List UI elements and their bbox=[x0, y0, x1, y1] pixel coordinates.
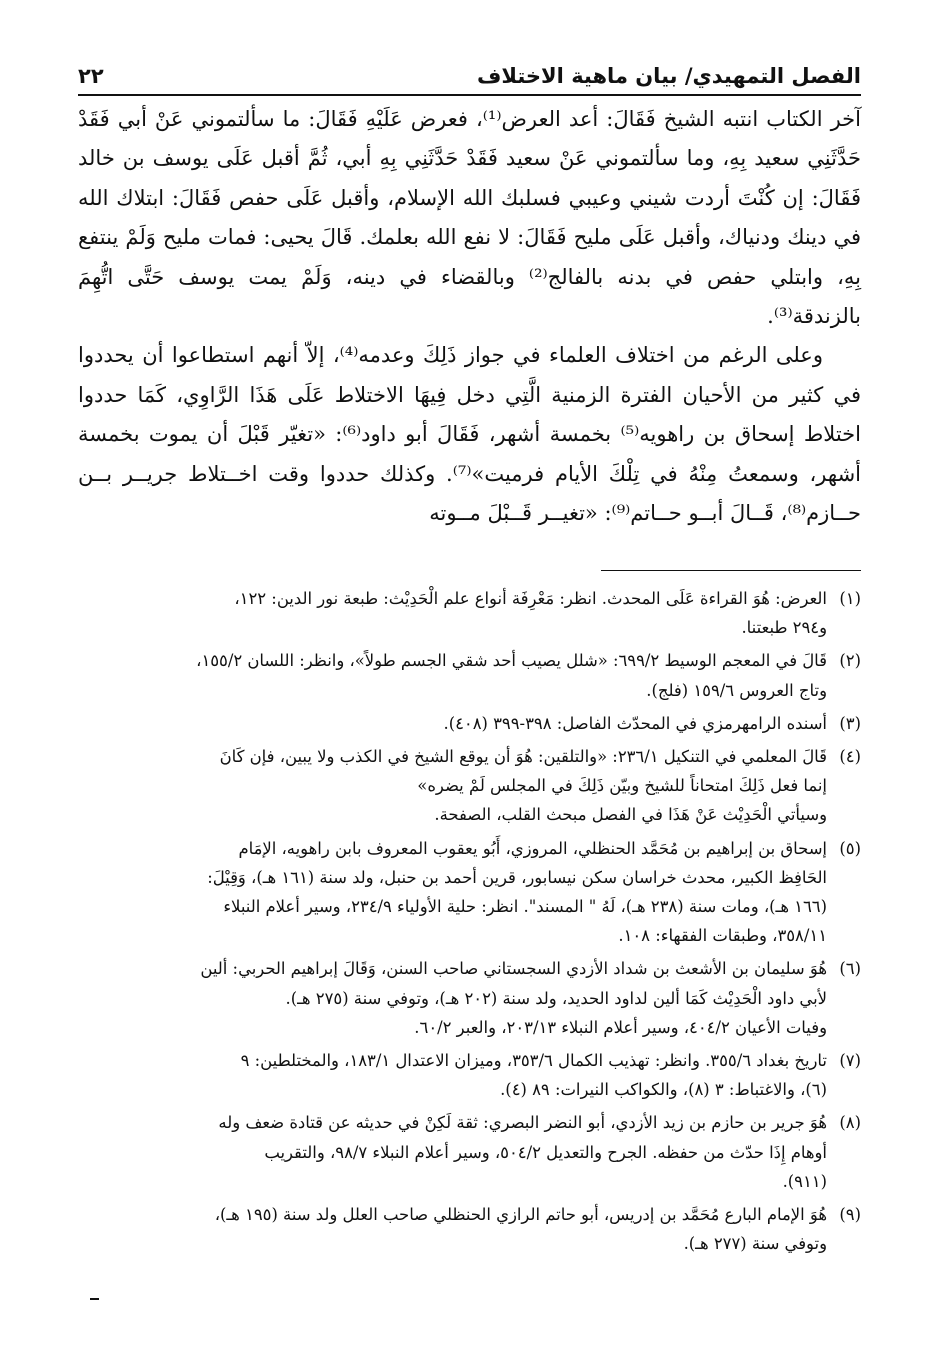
footnote-line: تاريخ بغداد ٣٥٥/٦. وانظر: تهذيب الكمال ٣٥٣/٦، وميزان الاعتدال ١٨٣/١، والمختلطين: ٩ bbox=[240, 1051, 827, 1071]
footnote-text bbox=[78, 834, 827, 951]
text-line: اخــتلاط جريــر بــن حــازم⁽⁸⁾، قَــالَ أبــو حــاتم⁽⁹⁾: «تغيــر قَــبْلَ مــوته bbox=[78, 461, 861, 526]
footnote-text bbox=[78, 1200, 827, 1258]
text-line: قَالَ يحيى: فمات مليح وَلَمْ ينتفع بِهِ، وابتلي حفص في بدنه بالفالج⁽²⁾ وبالقضاء في bbox=[78, 225, 861, 289]
footnote-3 bbox=[78, 709, 861, 738]
text-line: حفص فَقَالَ: ابتلاك الله في دينك ودنياك، وأقبل عَلَى مليح فَقَالَ: لا نفع الله بعلمك. bbox=[78, 185, 861, 250]
footnote-separator bbox=[601, 570, 861, 571]
footnote-line: إسحاق بن إبراهيم بن مُحَمَّد الحنظلي، المروزي، أَبُو يعقوب المعروف بابن راهويه، الإمَام bbox=[238, 838, 827, 858]
footnote-line: (٩١١). bbox=[782, 1171, 827, 1191]
footnote-text bbox=[78, 709, 827, 738]
footnote-line: أسنده الرامهرمزي في المحدّث الفاصل: ٣٩٨-٣٩٩ (٤٠٨). bbox=[443, 713, 827, 733]
text-line: آخر الكتاب انتبه الشيخ فَقَالَ: أعد العرض⁽¹⁾، فعرض عَلَيْهِ فَقَالَ: ما سألتموني عَنْ أبي bbox=[117, 107, 861, 131]
footnote-6 bbox=[78, 954, 861, 1042]
main-text bbox=[78, 100, 861, 533]
footnote-4 bbox=[78, 742, 861, 830]
footnote-text bbox=[78, 1046, 827, 1104]
footnote-line: (٦)، والاغتباط: ٣ (٨)، والكواكب النيرات: ٨٩ (٤). bbox=[500, 1080, 827, 1100]
footnote-1 bbox=[78, 584, 861, 642]
footnote-number: (٢) bbox=[839, 651, 861, 671]
footnote-line: إنما فعل ذَلِكَ امتحاناً للشيخ وبيّن ذَلِكَ في المجلس لَمْ يضره» bbox=[417, 776, 827, 796]
chapter-title: الفصل التمهيدي/ بيان ماهية الاختلاف bbox=[477, 64, 861, 88]
footnote-text bbox=[78, 646, 827, 704]
page-number: ٢٢ bbox=[78, 64, 104, 88]
footnote-text bbox=[78, 1108, 827, 1196]
footnote-text bbox=[78, 742, 827, 830]
footnote-number: (٦) bbox=[839, 959, 861, 979]
footnote-line: وتاج العروس ١٥٩/٦ (فلج). bbox=[646, 680, 827, 700]
footnote-line: قَالَ المعلمي في التنكيل ٢٣٦/١: «والتلقين: هُوَ أن يوقع الشيخ في الكذب ولا يبين، فإن كَانَ bbox=[219, 747, 827, 767]
footnote-line: (١٦٦ هـ)، ومات سنة (٢٣٨ هـ)، لَهُ " المسند". انظر: حلية الأولياء ٢٣٤/٩، وسير أعلام النبلاء bbox=[223, 897, 827, 917]
footnote-9 bbox=[78, 1200, 861, 1258]
footnote-line: هُوَ جرير بن حازم بن زيد الأزدي، أبو النضر البصري: ثقة لَكِنْ في حديثه عن قتادة ضعف وله bbox=[218, 1113, 827, 1133]
footnote-number: (٤) bbox=[839, 747, 861, 767]
page-header bbox=[78, 58, 861, 96]
footnote-number: (١) bbox=[839, 589, 861, 608]
text-line: دينه، وَلَمْ يمت يوسف حَتَّى اتُّهِمَ بالزندقة⁽³⁾. bbox=[78, 264, 861, 329]
page-end-mark bbox=[90, 1298, 99, 1300]
footnote-line: هُوَ الإمام البارع مُحَمَّد بن إدريس، أبو حاتم الرازي الحنظلي صاحب العلل ولد سنة (١٩٥ هـ)، bbox=[214, 1205, 827, 1225]
footnote-number: (٣) bbox=[839, 713, 861, 733]
footnote-line: الحَافِظ الكبير، محدث خراسان سكن نيسابور، قرين أحمد بن حنبل، ولد سنة (١٦١ هـ)، وَقِيْلَ: bbox=[207, 867, 827, 887]
footnote-2 bbox=[78, 646, 861, 704]
text-line: يموت بخمسة أشهر، وسمعتُ مِنْهُ في تِلْكَ الأيام فرميت»⁽⁷⁾. وكذلك حددوا وقت bbox=[78, 422, 861, 486]
footnote-line: وتوفي سنة (٢٧٧ هـ). bbox=[683, 1234, 827, 1254]
footnote-5 bbox=[78, 834, 861, 951]
paragraph-1 bbox=[78, 100, 861, 336]
footnote-line: هُوَ سليمان بن الأشعث بن شداد الأزدي السجستاني صاحب السنن، وَقَالَ إبراهيم الحربي: ألين bbox=[200, 959, 827, 979]
footnote-line: و٢٩٤ طبعتنا. bbox=[741, 618, 827, 638]
footnote-line: وسيأتي الْحَدِيْث عَنْ هَذَا في الفصل مبحث القلب، الصفحة. bbox=[434, 805, 827, 825]
footnote-line: أوهام إِذَا حدّث من حفظه. الجرح والتعديل ٥٠٤/٢، وسير أعلام النبلاء ٩٨/٧، والتقريب bbox=[264, 1142, 827, 1162]
text-line: كَمَا حددوا اختلاط إسحاق بن راهويه⁽⁵⁾ بخمسة أشهر، فَقَالَ أبو داود⁽⁶⁾: «تغيّر قَبْلَ أن bbox=[78, 382, 861, 447]
paragraph-2 bbox=[78, 336, 861, 533]
footnote-text bbox=[78, 584, 827, 642]
footnote-number: (٧) bbox=[839, 1051, 861, 1071]
footnote-number: (٩) bbox=[839, 1205, 861, 1225]
footnote-8 bbox=[78, 1108, 861, 1196]
footnotes bbox=[78, 584, 861, 1262]
footnote-number: (٥) bbox=[839, 838, 861, 858]
footnote-line: لأبي داود الْحَدِيْث كَمَا ألين لداود الحديد، ولد سنة (٢٠٢ هـ)، وتوفي سنة (٢٧٥ هـ). bbox=[285, 988, 827, 1008]
footnote-line: ٣٥٨/١١، وطبقات الفقهاء: ١٠٨. bbox=[618, 926, 827, 946]
text-line: وعلى الرغم من اختلاف العلماء في جواز ذَلِكَ وعدمه⁽⁴⁾، إلاّ أنهم استطاعوا أن bbox=[142, 343, 823, 368]
footnote-text bbox=[78, 954, 827, 1042]
text-line: فَقَدْ حَدَّثَنِي سعيد بِهِ، وما سألتموني عَنْ سعيد فَقَدْ حَدَّثَنِي بِهِ أبي، ثُمَّ أقبل عَلَى bbox=[78, 107, 861, 171]
text-line: يوسف بن خالد فَقَالَ: إن كُنْتَ أردت شيني وعيبي فسلبك الله الإسلام، وأقبل عَلَى bbox=[78, 146, 861, 210]
footnote-line: العرض: هُوَ القراءة عَلَى المحدث. انظر: مَعْرِفَة أنواع علم الْحَدِيْث: طبعة نور الدين: ١٢٢، bbox=[234, 589, 827, 608]
text-line: يحددوا في كثير من الأحيان الفترة الزمنية الَّتِي دخل فِيهَا الاختلاط عَلَى هَذَا الرَّاوِي، bbox=[78, 343, 861, 407]
footnote-line: قَالَ في المعجم الوسيط ٦٩٩/٢: «شلل يصيب أحد شقي الجسم طولاً»، وانظر: اللسان ١٥٥/٢، bbox=[196, 651, 827, 671]
footnote-number: (٨) bbox=[839, 1113, 861, 1133]
footnote-line: وفيات الأعيان ٤٠٤/٢، وسير أعلام النبلاء ٢٠٣/١٣، والعبر ٦٠/٢. bbox=[414, 1017, 827, 1037]
footnote-7 bbox=[78, 1046, 861, 1104]
